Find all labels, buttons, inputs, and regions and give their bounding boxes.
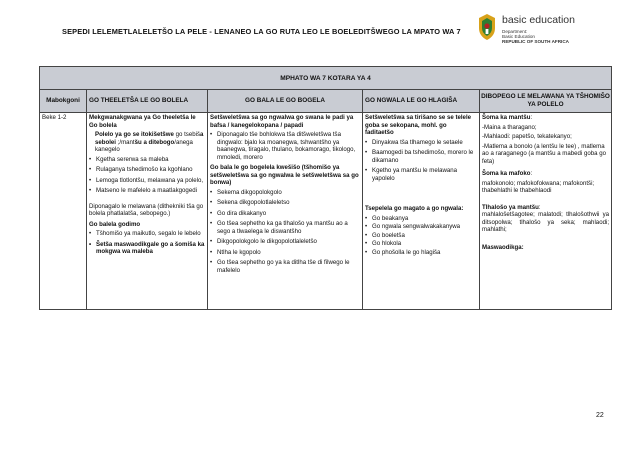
column-header-reading: GO BALA LE GO BOGELA xyxy=(208,90,363,113)
list-item: • Go tšea sephetho ka ga tlhalošo ya mantšu ao a sego a tlwaelega le diswantšho xyxy=(210,220,360,235)
listening-cell xyxy=(87,113,208,310)
list-item: • Tšhomišo ya maikutlo, segalo le lebelo xyxy=(89,230,205,238)
reading-bullet-list-2 xyxy=(210,189,360,275)
grade-header: MPHATO WA 7 KOTARA YA 4 xyxy=(40,67,612,90)
language-heading-words: Šoma ka mantšu: xyxy=(482,114,533,121)
listening-heading: Mekgwanakgwana ya Go theeletša le Go bolela xyxy=(89,114,196,129)
list-item: • Go ngwala sengwalwakakanywa xyxy=(365,223,477,231)
list-item: • Go dira dikakanyo xyxy=(210,210,360,218)
language-sentence-types: mafokonolo; mafokofokwana; mafokontši; thabehlathi le thabehlaodi xyxy=(482,179,595,194)
language-adjectives: -Mahlaodi: papetšo, tekatekanyo; xyxy=(482,133,572,140)
basic-education-logo xyxy=(474,9,624,53)
column-header-row xyxy=(40,90,612,113)
curriculum-table xyxy=(39,66,612,310)
column-header-language: DIBOPEGO LE MELAWANA YA TŠHOMIŠO YA POLELO xyxy=(480,90,612,113)
list-item: • Šetša maswaodikgale go a šomiša ka mokgwa wa maleba xyxy=(89,241,205,256)
list-item: • Dikgopolokgolo le dikgopolotlaleletšo xyxy=(210,238,360,246)
language-heading-meaning: Tlhalošo ya mantšu: xyxy=(482,203,541,211)
listening-bullet-list-2 xyxy=(89,230,205,256)
coat-of-arms-icon xyxy=(476,13,498,41)
list-item: • Rulaganya tshedimošo ka kgohlano xyxy=(89,166,205,174)
writing-heading-2: Tsepelela go magato a go ngwala: xyxy=(365,205,464,212)
table-row xyxy=(40,113,612,310)
grade-header-row xyxy=(40,67,612,90)
language-heading-punctuation: Maswaodikga: xyxy=(482,243,524,251)
list-item: • Lemoga tlotlontšu, melawana ya polelo, xyxy=(89,177,205,185)
column-header-listening: GO THEELETŠA LE GO BOLELA xyxy=(87,90,208,113)
column-header-writing: GO NGWALA LE GO HLAGIŠA xyxy=(363,90,480,113)
writing-bullet-list-1 xyxy=(365,139,477,183)
reading-cell xyxy=(208,113,363,310)
writing-bullet-list-2 xyxy=(365,215,477,257)
listening-subheading: Go balela godimo xyxy=(89,220,141,228)
writing-heading-1: Setšweletšwa sa tirišano se se telele goba se sekopana, mohl. go faditaetšo xyxy=(365,114,472,136)
list-item: • Baamogedi ba tshedimošo, morero le dikamano xyxy=(365,149,477,164)
listening-intro: Polelo ya go se itokišetšwe go tsebiša sebolei ;/mantšu a ditebogo/anega kanegelo xyxy=(95,131,204,153)
language-heading-sentences: Šoma ka mafoko: xyxy=(482,170,533,177)
list-item: • Ntlha le kgopolo xyxy=(210,249,360,257)
list-item: • Go phošolla le go hlagiša xyxy=(365,249,477,257)
language-verbs: -Matlema a bonolo (a lentšu le tee) , matlema ao a raraganego (a mantšu a mabedi goba go feta) xyxy=(482,142,606,165)
reading-bullet-list-1 xyxy=(210,131,360,161)
listening-bullet-list xyxy=(89,156,205,195)
list-item: • Sekena dikgopolotlaleletso xyxy=(210,199,360,207)
language-cell xyxy=(480,113,612,310)
reading-heading-2: Go bala le go bogelela kwešišo (tšhomišo ya setšweletšwa sa go ngwalwa le setšweletšwa sa go bonwa) xyxy=(210,164,359,186)
list-item: • Dinyakwa tša tlhamego le setaele xyxy=(365,139,477,147)
document-header-title: SEPEDI LELEMETLALELETŠO LA PELE - LENANEO LA GO RUTA LEO LE BOELEDITŠWEGO LA MPATO WA 7 xyxy=(62,27,461,36)
list-item: • Kgetha sererwa sa maleba xyxy=(89,156,205,164)
list-item: • Go boeletša xyxy=(365,232,477,240)
list-item: • Sekema dikgopolokgolo xyxy=(210,189,360,197)
logo-brand: basic education xyxy=(502,14,575,26)
period-cell xyxy=(40,113,87,310)
list-item: • Go beakanya xyxy=(365,215,477,223)
writing-cell xyxy=(363,113,480,310)
language-plural-nouns: -Maina a tharagano; xyxy=(482,123,537,131)
list-item: • Go tšea sephetho go ya ka ditlha tše di filwego le mafelelo xyxy=(210,259,360,274)
list-item: • Matseno le mafelelo a maatlakgogedi xyxy=(89,187,205,195)
list-item: • Go hlokola xyxy=(365,240,477,248)
listening-techniques: Diponagalo le melawana (dithekniki tša go bolela phatlalatša, sebopego.) xyxy=(89,202,204,217)
column-header-skills: Mabokgoni xyxy=(40,90,87,113)
list-item: • Diponagalo tše bohlokwa tša ditšweletšwa tša dingwalo: bjalo ka moanegwa, tshwantšho ya baanegwa, tiragalo, thulano, bokamorago, tikologo, mmoledi, morero xyxy=(210,131,360,161)
language-word-meanings: mahlalošetšagotee; malatodi; tlhalošothwii ya ditsopolwa; tlhalošo ya seka; mahlaodi; mahlathi; xyxy=(482,211,610,233)
list-item: • Kgetho ya mantšu le melawana yapolelo xyxy=(365,167,477,182)
page-number: 22 xyxy=(596,412,604,419)
period-label: Beke 1-2 xyxy=(42,114,67,121)
logo-department: Department: Basic Education REPUBLIC OF SOUTH AFRICA xyxy=(502,29,569,45)
reading-heading-1: Setšweletšwa sa go ngwalwa go swana le padi ya bafsa / kanegelokopana / papadi xyxy=(210,114,354,129)
